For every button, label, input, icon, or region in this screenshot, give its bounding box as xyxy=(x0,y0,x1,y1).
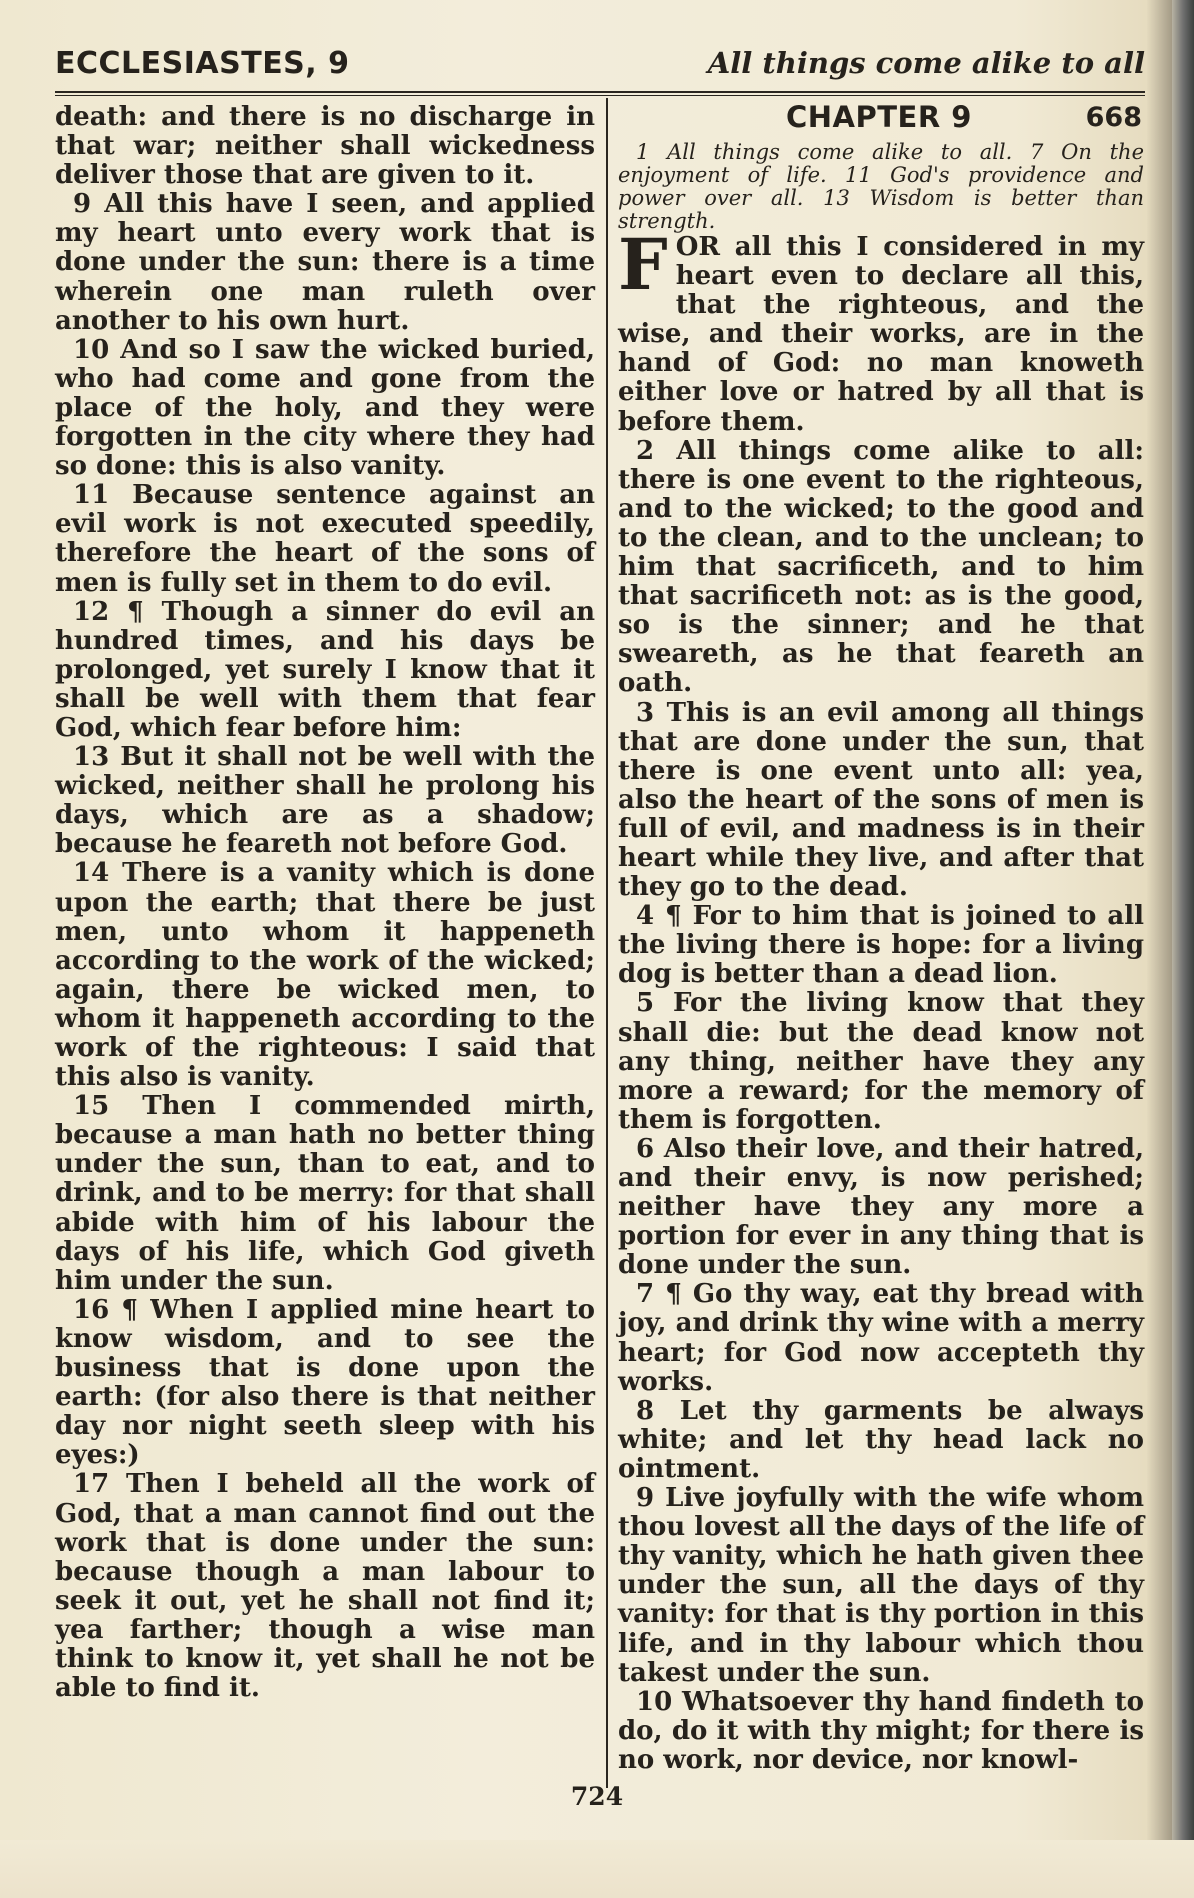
running-header xyxy=(55,46,1145,96)
verse: 16 ¶ When I applied mine heart to know wisdom, and to see the business that is done upon the earth: (for also there is that neither day nor night seeth sleep with his eyes:) xyxy=(55,1294,595,1471)
verse: 4 ¶ For to him that is joined to all the living there is hope: for a living dog is better than a dead lion. xyxy=(618,901,1144,990)
column-divider xyxy=(606,98,608,1788)
verse: 5 For the living know that they shall die: but the dead know not any thing, neither have they any more a reward; for the memory of them is forgotten. xyxy=(618,988,1144,1135)
verse-first xyxy=(618,223,1144,437)
verse: 10 And so I saw the wicked buried, who had come and gone from the place of the holy, and they were forgotten in the city where they had so done: this is also vanity. xyxy=(55,334,595,482)
left-column xyxy=(55,103,595,1703)
chapter-summary: 1 All things come alike to all. 7 On the enjoyment of life. 11 God's providence and power over all. 13 Wisdom is better than strength. xyxy=(618,140,1144,233)
page-edge xyxy=(1172,0,1194,1898)
verse: 17 Then I beheld all the work of God, that a man cannot find out the work that is done under the sun: because though a man labour to seek it out, yet he shall not find it; yea farther; though a wise man think to know it, yet shall he not be able to find it. xyxy=(55,1469,595,1704)
verse: 6 Also their love, and their hatred, and their envy, is now perished; neither have they any more a portion for ever in any thing that is done under the sun. xyxy=(618,1133,1144,1281)
page-number: 724 xyxy=(570,1782,624,1811)
verse: 15 Then I commended mirth, because a man hath no better thing under the sun, than to eat, and to drink, and to be merry: for that shall abide with him of his labour the days of his life, which God giveth him under the sun. xyxy=(55,1091,595,1296)
chapter-page-ref: 668 xyxy=(1085,102,1142,133)
verse: 9 Live joyfully with the wife whom thou lovest all the days of the life of thy vanity, which he hath given thee under the sun, all the days of thy vanity: for that is thy portion in this life, and in thy labour which thou takest under the sun. xyxy=(618,1483,1144,1688)
verse: 13 But it shall not be well with the wicked, neither shall he prolong his days, which are as a shadow; because he feareth not before God. xyxy=(55,742,595,860)
verse: 7 ¶ Go thy way, eat thy bread with joy, and drink thy wine with a merry heart; for God now accepteth thy works. xyxy=(618,1279,1144,1397)
verse: 14 There is a vanity which is done upon the earth; that there be just men, unto whom it happeneth according to the work of the wicked; again, there be wicked men, to whom it happeneth according to the work of the righteous: I said that this also is vanity. xyxy=(55,858,595,1093)
right-column xyxy=(618,100,1144,1775)
chapter-heading xyxy=(618,100,1144,141)
verse: 12 ¶ Though a sinner do evil an hundred times, and his days be prolonged, yet surely I know that it shall be well with them that fear God, which fear before him: xyxy=(55,596,595,743)
verse: 3 This is an evil among all things that are done under the sun, that there is one event unto all: yea, also the heart of the sons of men is full of evil, and madness is in their heart while they live, and after that they go to the dead. xyxy=(618,697,1144,903)
bottom-margin xyxy=(0,1840,1194,1898)
chapter-title: CHAPTER 9 xyxy=(786,100,972,134)
verse: death: and there is no discharge in that war; neither shall wickedness deliver those that are given to it. xyxy=(55,102,595,191)
verse: 8 Let thy garments be always white; and let thy head lack no ointment. xyxy=(618,1395,1144,1484)
verse: 9 All this have I seen, and applied my heart unto every work that is done under the sun: there is a time wherein one man ruleth over another to his own hurt. xyxy=(55,189,595,336)
drop-cap: F xyxy=(618,223,668,306)
verse: 2 All things come alike to all: there is one event to the righteous, and to the wicked; to the good and to the clean, and to the unclean; to him that sacrificeth, and to him that sacrificeth not: as is the good, so is the sinner; and he that sweareth, as he that feareth an oath. xyxy=(618,435,1144,699)
page-topic: All things come alike to all xyxy=(707,46,1145,80)
verse: 10 Whatsoever thy hand findeth to do, do it with thy might; for there is no work, nor device, nor knowl- xyxy=(618,1686,1144,1775)
verse: 11 Because sentence against an evil work is not executed speedily, therefore the heart of the sons of men is fully set in them to do evil. xyxy=(55,480,595,598)
verse-first-text: OR all this I considered in my heart even to declare all this, that the righteous, and the wise, and their works, are in the hand of God: no man knoweth either love or hatred by all that is before them. xyxy=(618,232,1144,437)
header-rule xyxy=(55,91,1145,96)
book-title: ECCLESIASTES, 9 xyxy=(55,46,350,81)
